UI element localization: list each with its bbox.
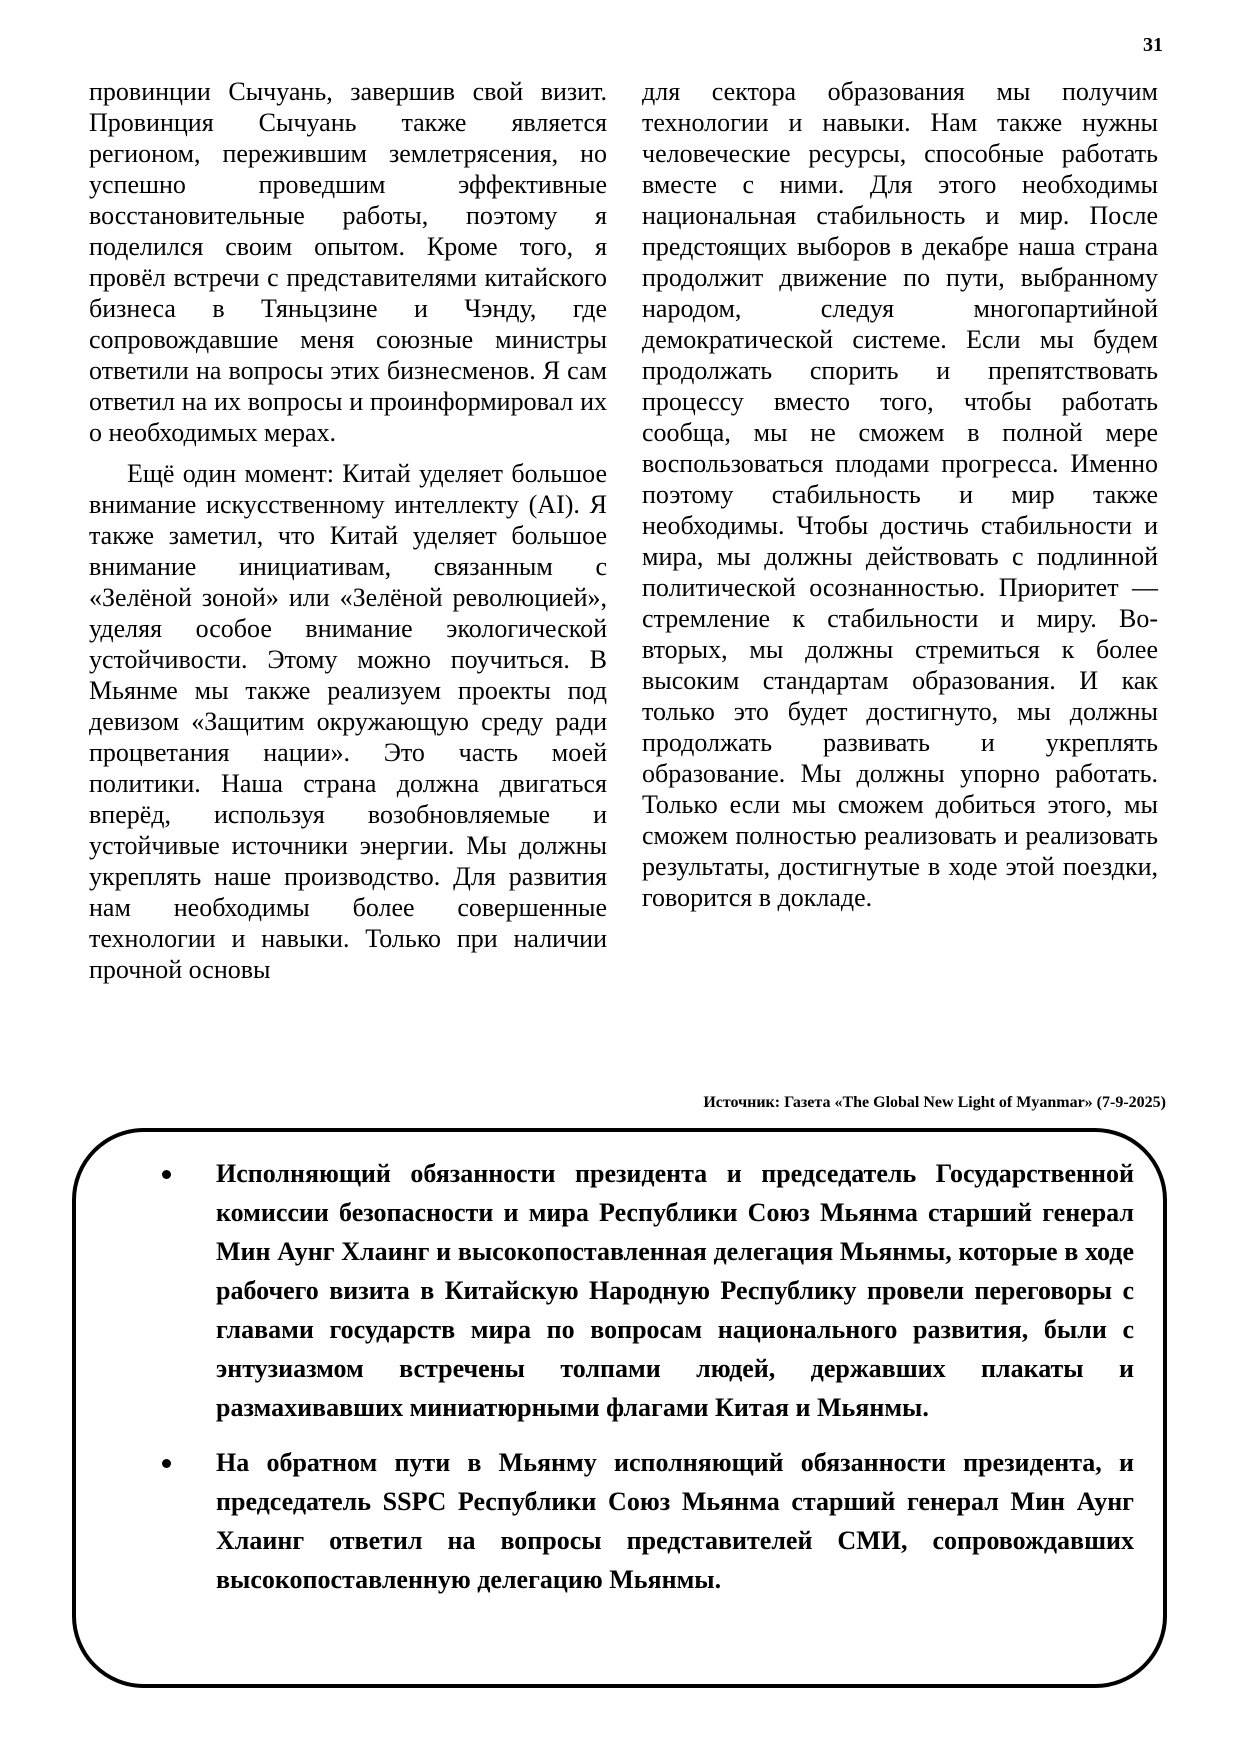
article-paragraph: для сектора образования мы получим технологии и навыки. Нам также нужны человеческие ресурсы, способные работать вместе с ними. Для этого необходимы национальная стабильность и мир. После предстоящих выборов в декабре наша страна продолжит движение по пути, выбранному народом, следуя многопартийной демократической системе. Если мы будем продолжать спорить и препятствовать процессу вместо того, чтобы работать сообща, мы не сможем в полной мере воспользоваться плодами прогресса. Именно поэтому стабильность и мир также необходимы. Чтобы достичь стабильности и мира, мы должны действовать с подлинной политической осознанностью. Приоритет — стремление к стабильности и миру. Во-вторых, мы должны стремиться к более высоким стандартам образования. И как только это будет достигнуто, мы должны продолжать развивать и укреплять образование. Мы должны упорно работать. Только если мы сможем добиться этого, мы сможем полностью реализовать и реализовать результаты, достигнутые в ходе этой поездки, говорится в докладе. xyxy=(642,77,1158,912)
summary-list xyxy=(138,1154,1134,1599)
article-paragraph: Ещё один момент: Китай уделяет большое внимание искусственному интеллекту (AI). Я также заметил, что Китай уделяет большое внимание инициативам, связанным с «Зелёной зоной» или «Зелёной революцией», уделяя особое внимание экологической устойчивости. Этому можно поучиться. В Мьянме мы также реализуем проекты под девизом «Защитим окружающую среду ради процветания нации». Это часть моей политики. Наша страна должна двигаться вперёд, используя возобновляемые и устойчивые источники энергии. Мы должны укреплять наше производство. Для развития нам необходимы более совершенные технологии и навыки. Только при наличии прочной основы xyxy=(89,459,607,984)
summary-item-text: На обратном пути в Мьянму исполняющий обязанности президента, и председатель SSPC Республики Союз Мьянма старший генерал Мин Аунг Хлаинг ответил на вопросы представителей СМИ, сопровождавших высокопоставленную делегацию Мьянмы. xyxy=(216,1448,1134,1594)
summary-box xyxy=(72,1128,1167,1688)
summary-list-item xyxy=(138,1443,1134,1599)
summary-item-text: Исполняющий обязанности президента и председатель Государственной комиссии безопасности и мира Республики Союз Мьянма старший генерал Мин Аунг Хлаинг и высокопоставленная делегация Мьянмы, которые в ходе рабочего визита в Китайскую Народную Республику провели переговоры с главами государств мира по вопросам национального развития, были с энтузиазмом встречены толпами людей, державших плакаты и размахивавших миниатюрными флагами Китая и Мьянмы. xyxy=(216,1159,1134,1422)
page-number: 31 xyxy=(1143,34,1163,56)
summary-list-item xyxy=(138,1154,1134,1427)
article-paragraph: провинции Сычуань, завершив свой визит. Провинция Сычуань также является регионом, пережившим землетрясения, но успешно проведшим эффективные восстановительные работы, поэтому я поделился своим опытом. Кроме того, я провёл встречи с представителями китайского бизнеса в Тяньцзине и Чэнду, где сопровождавшие меня союзные министры ответили на вопросы этих бизнесменов. Я сам ответил на их вопросы и проинформировал их о необходимых мерах. xyxy=(89,77,607,447)
bullet-icon xyxy=(162,1170,171,1179)
article-source: Источник: Газета «The Global New Light of Myanmar» (7-9-2025) xyxy=(703,1094,1166,1111)
article-right-column xyxy=(642,76,1158,913)
bullet-icon xyxy=(162,1459,171,1468)
article-left-column xyxy=(89,76,607,985)
